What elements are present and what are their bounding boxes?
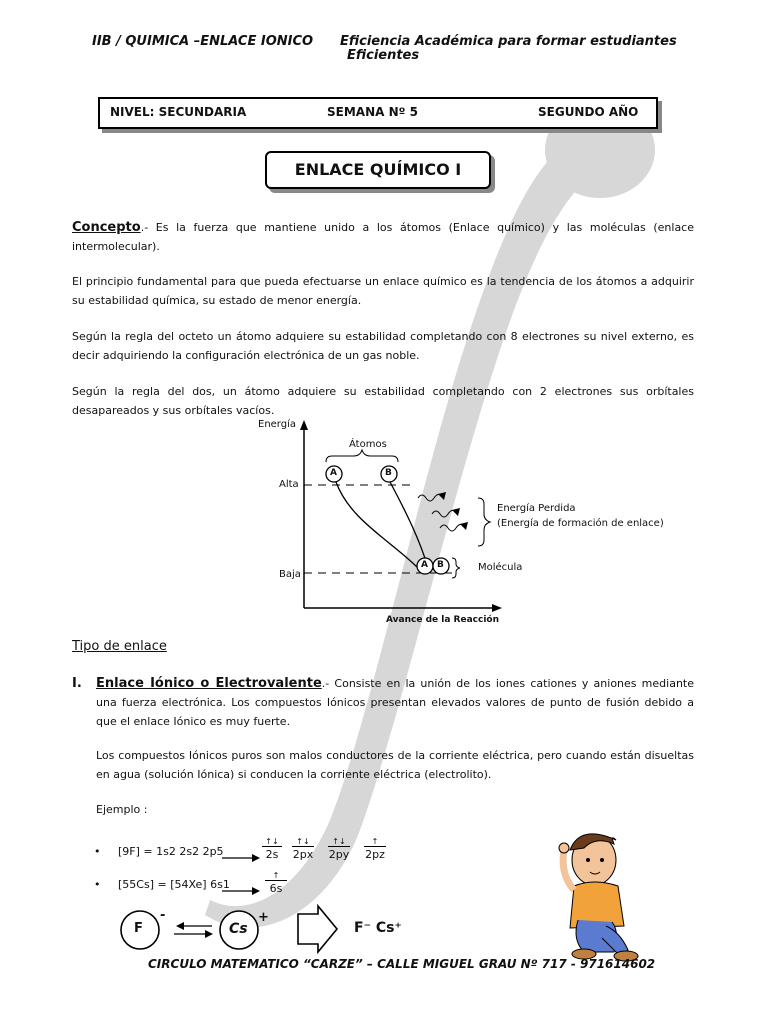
bullet-dot: • — [94, 845, 101, 858]
header-course: IIB / QUIMICA –ENLACE IONICO — [92, 34, 314, 49]
banner-anio: SEGUNDO AÑO — [538, 105, 639, 119]
paragraph-principle: El principio fundamental para que pueda efectuarse un enlace químico es la tendencia de los átomos a adquirir su estabilidad química, su estado de menor energía. — [72, 275, 694, 307]
energy-lost-label: Energía Perdida — [497, 503, 576, 514]
fluorine-symbol: F — [134, 921, 143, 936]
page-title: ENLACE QUÍMICO I — [265, 151, 491, 189]
boy-illustration — [548, 820, 658, 965]
orbital-2px: ↑↓ 2px — [292, 837, 314, 861]
atom-b-bottom-label: B — [437, 560, 444, 570]
footer-address: CIRCULO MATEMATICO “CARZE” – CALLE MIGUEL GRAU Nº 717 - 971614602 — [148, 957, 656, 971]
orbital-2s: ↑↓ 2s — [262, 838, 282, 861]
fluorine-charge: - — [160, 908, 166, 923]
atom-a-top-label: A — [330, 468, 337, 478]
paragraph-conductors: Los compuestos Iónicos puros son malos conductores de la corriente eléctrica, pero cuando están disueltas en agua (solución Iónica) si conducen la corriente eléctrica (electrolito). — [96, 749, 694, 781]
section-ionic-text: .- Consiste en la unión de los iones cationes y aniones mediante una fuerza electrónica. Los compuestos Iónicos presentan elevados valores de punto de fusión debido a que el enlace Iónico es muy fuerte. — [96, 677, 695, 728]
yields-arrow — [298, 906, 337, 952]
cesium-symbol: Cs — [229, 921, 248, 937]
orbital-2pz: ↑ 2pz — [365, 837, 385, 861]
tipo-enlace-heading: Tipo de enlace — [72, 639, 167, 654]
baja-label: Baja — [279, 569, 301, 580]
atom-a-bottom-label: A — [421, 560, 428, 570]
bullet-dot: • — [94, 878, 101, 891]
banner-nivel: NIVEL: SECUNDARIA — [110, 105, 247, 119]
banner-semana: SEMANA Nº 5 — [327, 105, 418, 119]
x-axis-label: Avance de la Reacción — [386, 615, 499, 625]
alta-label: Alta — [279, 479, 299, 490]
cesium-config: [55Cs] = [54Xe] 6s1 — [118, 878, 230, 891]
orbital-6s: ↑ 6s — [265, 872, 287, 895]
section-ionic-title: Enlace Iónico o Electrovalente — [96, 676, 322, 691]
cesium-charge: + — [258, 910, 269, 925]
orbital-2py: ↑↓ 2py — [328, 837, 350, 861]
concept-label: Concepto — [72, 220, 141, 235]
atoms-label: Átomos — [349, 439, 387, 450]
concept-text: .- Es la fuerza que mantiene unido a los átomos (Enlace químico) y las moléculas (enlace intermolecular). — [72, 221, 694, 253]
y-axis-label: Energía — [258, 419, 296, 430]
paragraph-duet: Según la regla del dos, un átomo adquiere su estabilidad completando con 2 electrones sus orbítales desapareados y sus orbítales vacíos. — [72, 385, 694, 417]
header-slogan-2: Eficientes — [347, 48, 420, 63]
section-number: I. — [72, 676, 82, 691]
molecule-label: Molécula — [478, 562, 523, 573]
header-slogan-1: Eficiencia Académica para formar estudiantes — [340, 34, 677, 49]
product-formula: F⁻ Cs⁺ — [354, 920, 402, 936]
ejemplo-label: Ejemplo : — [96, 803, 148, 816]
energy-formation-label: (Energía de formación de enlace) — [497, 518, 664, 529]
fluorine-config: [9F] = 1s2 2s2 2p5 — [118, 845, 224, 858]
atom-b-top-label: B — [385, 468, 392, 478]
paragraph-octet: Según la regla del octeto un átomo adquiere su estabilidad completando con 8 electrones su nivel externo, es decir adquiriendo la configuración electrónica de un gas noble. — [72, 330, 694, 362]
